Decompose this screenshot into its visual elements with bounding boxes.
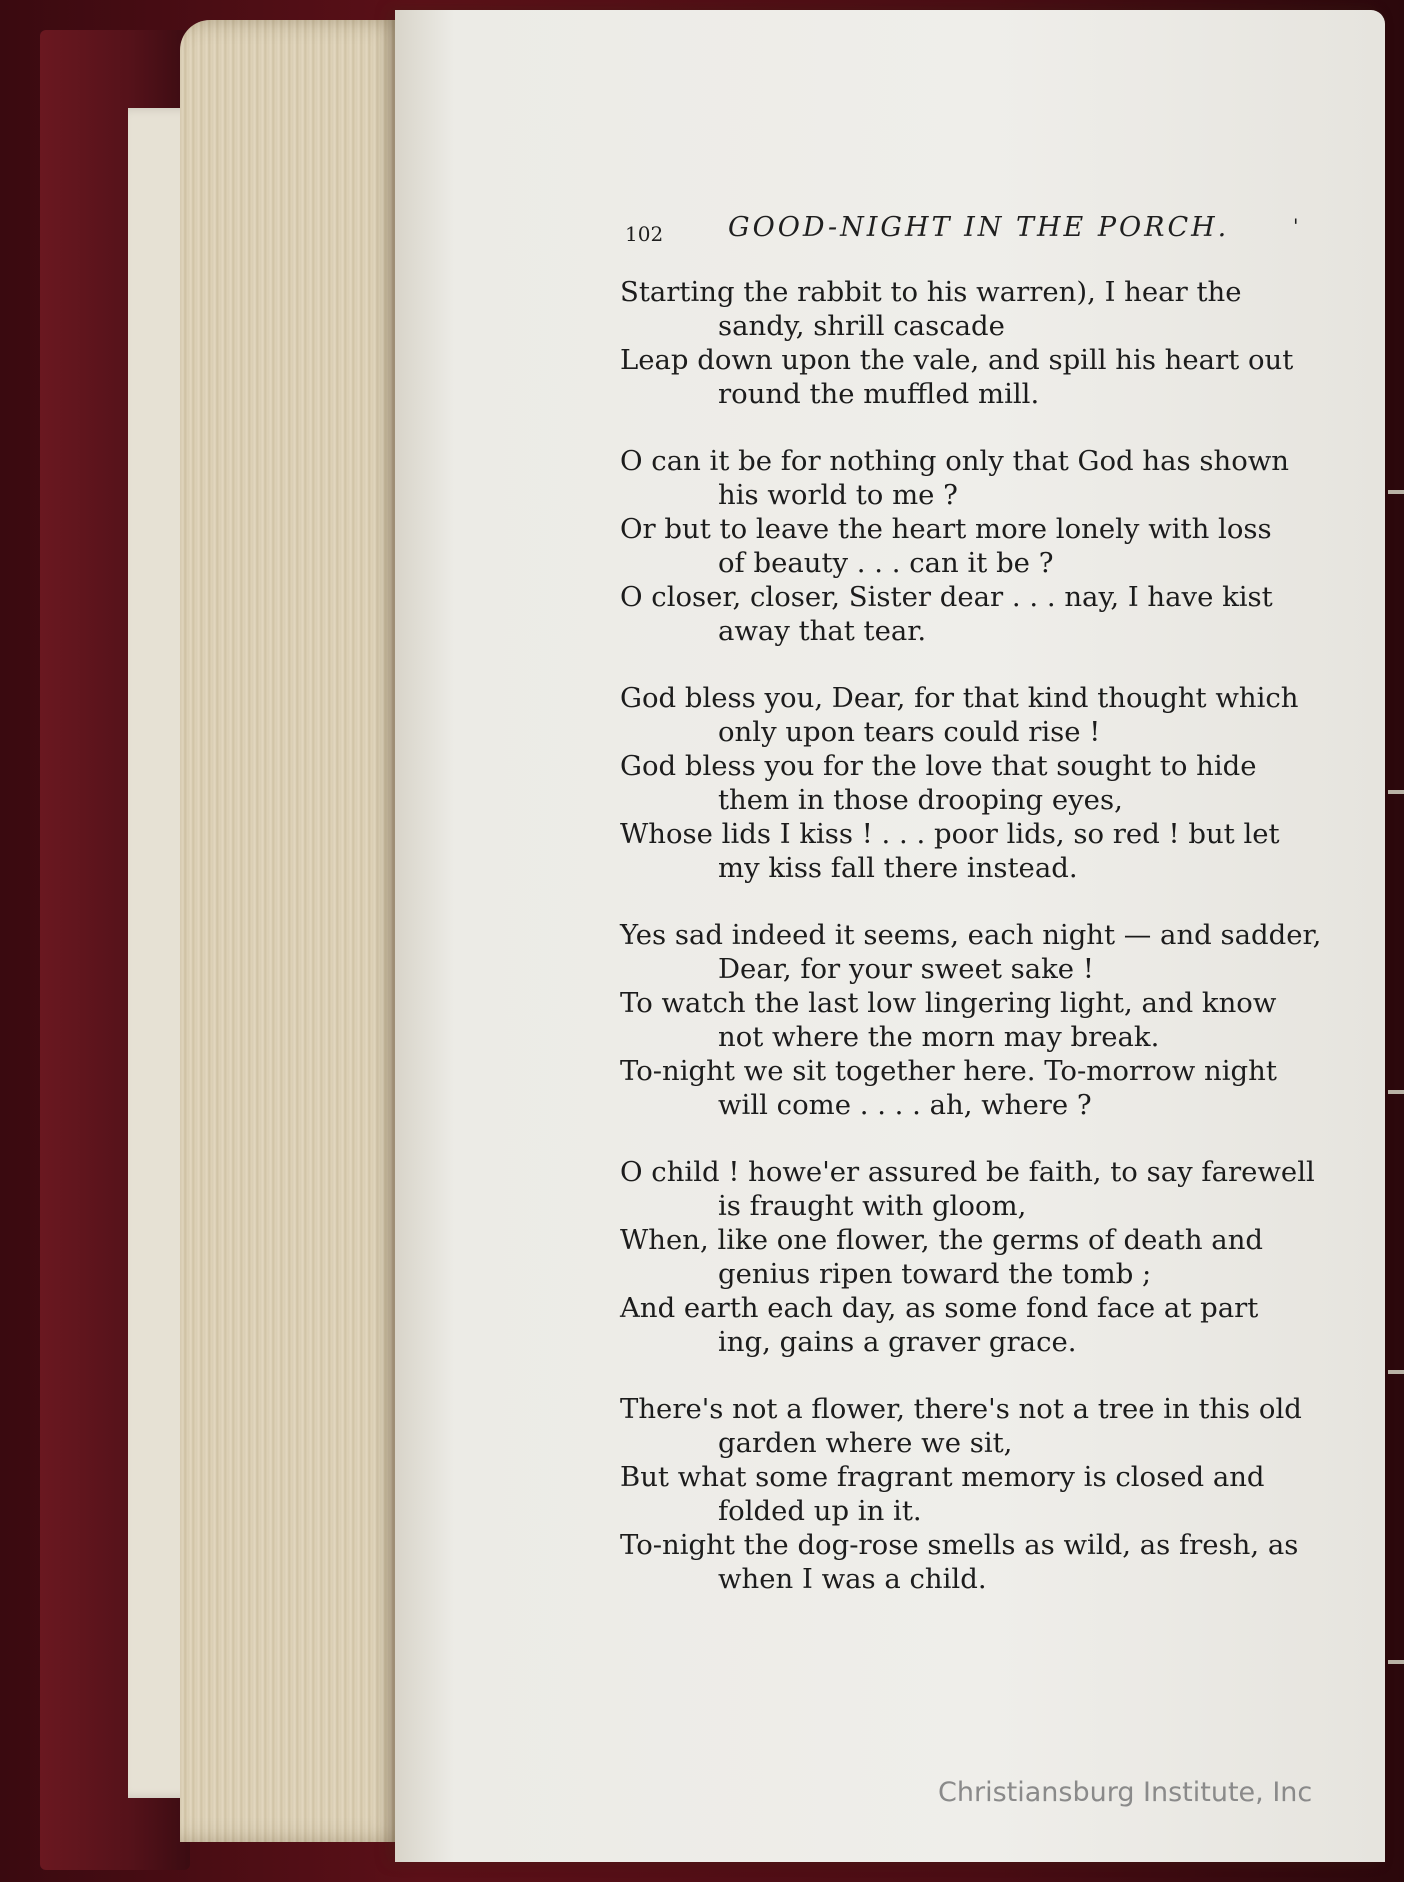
poem-line: God bless you for the love that sought to hide: [620, 750, 1257, 782]
stanza: [620, 275, 1360, 411]
page-number: 102: [625, 222, 664, 246]
poem-line: And earth each day, as some fond face at part: [620, 1292, 1259, 1324]
poem-line: But what some fragrant memory is closed and: [620, 1461, 1265, 1493]
poem-line: my kiss fall there instead.: [718, 852, 1078, 884]
poem-line: O closer, closer, Sister dear . . . nay, I have kist: [620, 581, 1273, 613]
poem-body: [620, 275, 1360, 1629]
page-header: [625, 212, 1355, 252]
poem-line: Or but to leave the heart more lonely with loss: [620, 513, 1272, 545]
poem-line: O child ! howe'er assured be faith, to say farewell: [620, 1156, 1315, 1188]
stanza: [620, 1392, 1360, 1596]
stanza: [620, 681, 1360, 885]
poem-line: when I was a child.: [718, 1563, 987, 1595]
poem-line: away that tear.: [718, 615, 927, 647]
poem-line: Dear, for your sweet sake !: [718, 953, 1094, 985]
stitch: [1388, 1660, 1404, 1664]
poem-line: Leap down upon the vale, and spill his heart out: [620, 344, 1294, 376]
poem-line: will come . . . . ah, where ?: [718, 1089, 1092, 1121]
poem-line: round the muffled mill.: [718, 378, 1040, 410]
poem-line: To-night we sit together here. To-morrow night: [620, 1055, 1277, 1087]
poem-line: genius ripen toward the tomb ;: [718, 1258, 1152, 1290]
stitch: [1388, 490, 1404, 494]
poem-line: O can it be for nothing only that God has shown: [620, 445, 1289, 477]
poem-line: Whose lids I kiss ! . . . poor lids, so red ! but let: [620, 818, 1280, 850]
stanza: [620, 1155, 1360, 1359]
stitch: [1388, 1090, 1404, 1094]
page-edges: [180, 20, 410, 1842]
poem-line: Starting the rabbit to his warren), I hear the: [620, 276, 1242, 308]
poem-line: To-night the dog-rose smells as wild, as fresh, as: [620, 1529, 1299, 1561]
poem-line: them in those drooping eyes,: [718, 784, 1123, 816]
watermark: Christiansburg Institute, Inc: [938, 1777, 1313, 1808]
stanza: [620, 918, 1360, 1122]
poem-line: not where the morn may break.: [718, 1021, 1160, 1053]
poem-line: God bless you, Dear, for that kind thought which: [620, 682, 1299, 714]
running-head: GOOD-NIGHT IN THE PORCH.: [728, 212, 1230, 243]
stitch: [1388, 1370, 1404, 1374]
poem-line: of beauty . . . can it be ?: [718, 547, 1054, 579]
poem-line: garden where we sit,: [718, 1427, 1013, 1459]
poem-line: Yes sad indeed it seems, each night — and sadder,: [620, 919, 1322, 951]
binding-stitches: [1388, 60, 1404, 1820]
poem-line: is fraught with gloom,: [718, 1190, 1027, 1222]
poem-line: ing, gains a graver grace.: [718, 1326, 1077, 1358]
poem-line: sandy, shrill cascade: [718, 310, 1005, 342]
poem-line: folded up in it.: [718, 1495, 922, 1527]
poem-line: To watch the last low lingering light, and know: [620, 987, 1277, 1019]
poem-line: When, like one flower, the germs of death and: [620, 1224, 1264, 1256]
printer-mark: ': [1293, 214, 1299, 238]
poem-line: his world to me ?: [718, 479, 958, 511]
stitch: [1388, 790, 1404, 794]
poem-line: only upon tears could rise !: [718, 716, 1101, 748]
stanza: [620, 444, 1360, 648]
poem-line: There's not a flower, there's not a tree in this old: [620, 1393, 1302, 1425]
